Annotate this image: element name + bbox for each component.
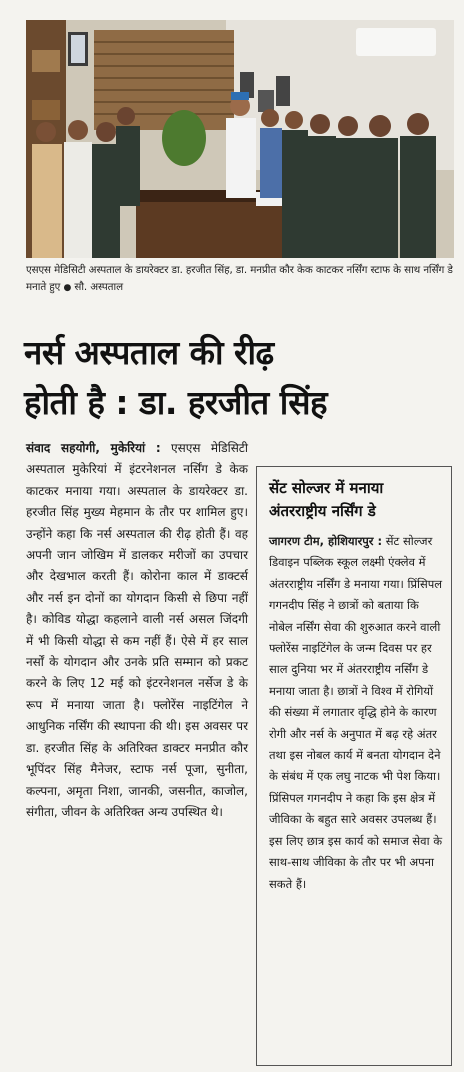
side-article-byline: जागरण टीम, होशियारपुर : [269, 534, 383, 548]
headline-line-1: नर्स अस्पताल की रीढ़ [24, 333, 274, 372]
main-article-body: एसएस मेडिसिटी अस्पताल मुकेरियां में इंटरनेशनल नर्सिंग डे केक काटकर मनाया गया। अस्पताल के डायरेक्टर डा. हरजीत सिंह मुख्य मेहमान के तौर पर शामिल हुए। उन्होंने कहा कि नर्स अस्पताल की रीढ़ होती हैं। वह अपनी जान जोखिम में डालकर मरीजों का उपचार और देखभाल करती हैं। कोरोना काल में डाक्टर्स और नर्स इन दोनों का योगदान किसी से छिपा नहीं है। कोविड योद्धा कहलाने वाली नर्स असल जिंदगी में भी किसी योद्धा से कम नहीं हैं। ऐसे में हर साल नर्सों के योगदान और उनके प्रति सम्मान को प्रकट करने के लिए 12 मई को इंटरनेशनल नर्सेज डे के रूप में मनाया जाता है। फ्लोरेंस नाइटिंगेल ने आधुनिक नर्सिंग की स्थापना की थी। इस अवसर पर डा. हरजीत सिंह के अतिरिक्त डाक्टर मनप्रीत कौर भूपिंदर सिंह मैनेजर, स्टाफ नर्स पूजा, सुनीता, कल्पना, अमृता निशा, जानकी, जसनीत, काजोल, संगीता, जीवन के अतिरिक्त अन्य उपस्थित थे। [26, 441, 248, 819]
side-article-text [269, 531, 443, 895]
group-photo-icon [26, 20, 454, 258]
caption-credit: सौ. अस्पताल [74, 281, 124, 293]
main-article-byline: संवाद सहयोगी, मुकेरियां : [26, 441, 161, 455]
side-article-title: सेंट सोल्जर में मनाया अंतरराष्ट्रीय नर्सिंग डे [269, 479, 384, 520]
bullet-icon: ● [63, 283, 72, 293]
headline-line-2: होती है : डा. हरजीत सिंह [24, 383, 328, 422]
photo-caption [26, 262, 456, 297]
side-article [256, 466, 452, 1066]
headline [24, 328, 456, 428]
caption-text: एसएस मेडिसिटी अस्पताल के डायरेक्टर डा. हरजीत सिंह, डा. मनप्रीत कौर केक काटकर नर्सिंग स्टाफ के साथ नर्सिंग डे मनाते हुए [26, 264, 453, 293]
news-photo [26, 20, 454, 258]
side-article-body: सेंट सोल्जर डिवाइन पब्लिक स्कूल लक्ष्मी एंक्लेव में अंतरराष्ट्रीय नर्सिंग डे मनाया गया। प्रिंसिपल गगनदीप सिंह ने छात्रों को बताया कि नोबेल नर्सिंग सेवा की शुरुआत करने वाली फ्लोरेंस नाइटिंगेल के जन्म दिवस पर हर साल दुनिया भर में अंतरराष्ट्रीय नर्सिंग डे मनाया जाता है। छात्रों ने विश्व में रोगियों की संख्या में लगातार वृद्धि होने के कारण रोगी और नर्स के अनुपात में बढ़ रहे अंतर तथा इस नोबल कार्य में बनता योगदान देने के संबंध में एक लघु नाटक भी पेश किया। प्रिंसिपल गगनदीप ने कहा कि इस क्षेत्र में जीविका के बहुत सारे अवसर उपलब्ध हैं। इस लिए छात्र इस कार्य को समाज सेवा के साथ-साथ जीविका के तौर पर भी अपना सकते हैं। [269, 534, 443, 891]
main-article [26, 438, 248, 823]
